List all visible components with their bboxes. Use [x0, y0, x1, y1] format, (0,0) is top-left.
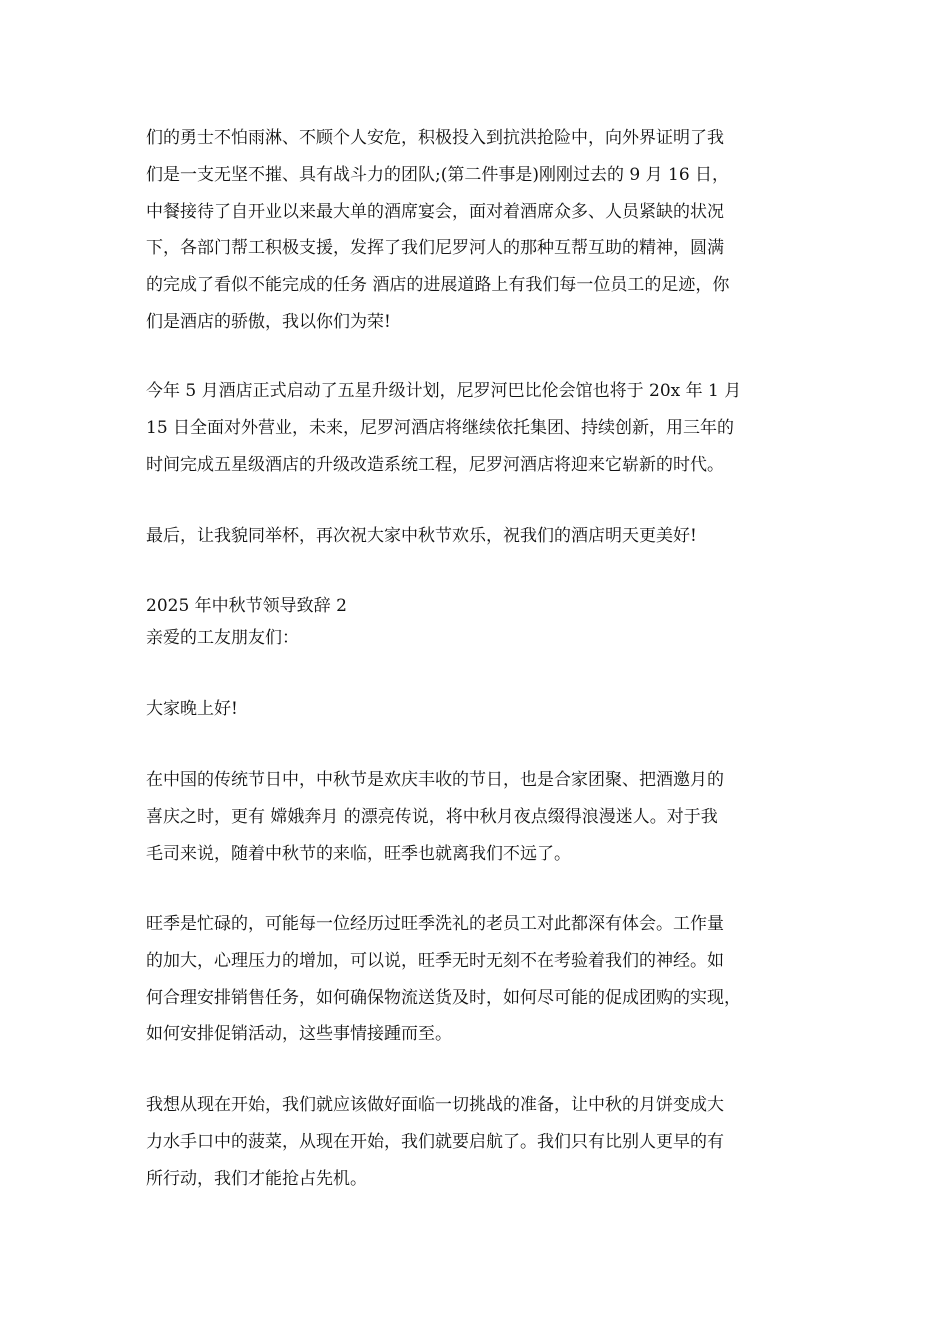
text-line: 力水手口中的菠菜，从现在开始，我们就要启航了。我们只有比别人更早的有: [146, 1131, 724, 1152]
section-heading-block: [146, 590, 811, 654]
text-line: 们是一支无坚不摧、具有战斗力的团队;(第二件事是)刚刚过去的 9 月 16 日，: [146, 164, 730, 185]
text-line: 们是酒店的骄傲，我以你们为荣!: [146, 311, 391, 332]
paragraph-five-star-plan: [146, 373, 811, 483]
text-line: 最后，让我貌同举杯，再次祝大家中秋节欢乐，祝我们的酒店明天更美好!: [146, 526, 697, 546]
text-line: 下，各部门帮工积极支援，发挥了我们尼罗河人的那种互帮互助的精神，圆满: [146, 238, 724, 259]
text-line: 中餐接待了自开业以来最大单的酒席宴会，面对着酒席众多、人员紧缺的状况: [146, 201, 724, 222]
paragraph-flood-relief: [146, 120, 811, 341]
text-line: 如何安排促销活动，这些事情接踵而至。: [146, 1024, 452, 1045]
text-line: 旺季是忙碌的，可能每一位经历过旺季洗礼的老员工对此都深有体会。工作量: [146, 914, 724, 934]
text-line: 15 日全面对外营业，未来，尼罗河酒店将继续依托集团、持续创新，用三年的: [146, 417, 735, 438]
text-line: 大家晚上好!: [146, 699, 238, 719]
text-line: 今年 5 月酒店正式启动了五星升级计划，尼罗河巴比伦会馆也将于 20x 年 1 月: [146, 381, 742, 401]
text-line: 何合理安排销售任务，如何确保物流送货及时，如何尽可能的促成团购的实现，: [146, 987, 741, 1008]
text-line: 的完成了看似不能完成的任务 酒店的进展道路上有我们每一位员工的足迹，你: [146, 275, 730, 296]
text-line: 的加大，心理压力的增加，可以说，旺季无时无刻不在考验着我们的神经。如: [146, 950, 724, 971]
text-line: 所行动，我们才能抢占先机。: [146, 1168, 367, 1189]
paragraph-toast: [146, 518, 811, 555]
section-title: 2025 年中秋节领导致辞 2: [146, 596, 347, 616]
paragraph-peak-season: [146, 906, 811, 1053]
text-line: 我想从现在开始，我们就应该做好面临一切挑战的准备，让中秋的月饼变成大: [146, 1095, 724, 1115]
paragraph-festival: [146, 762, 811, 872]
salutation: 亲爱的工友朋友们：: [146, 628, 299, 648]
text-line: 喜庆之时，更有 嫦娥奔月 的漂亮传说，将中秋月夜点缀得浪漫迷人。对于我: [146, 806, 718, 827]
text-line: 毛司来说，随着中秋节的来临，旺季也就离我们不远了。: [146, 843, 571, 864]
text-line: 时间完成五星级酒店的升级改造系统工程，尼罗河酒店将迎来它崭新的时代。: [146, 454, 724, 475]
text-line: 们的勇士不怕雨淋、不顾个人安危，积极投入到抗洪抢险中，向外界证明了我: [146, 128, 724, 148]
paragraph-preparation: [146, 1087, 811, 1197]
paragraph-greeting: [146, 691, 811, 728]
text-line: 在中国的传统节日中，中秋节是欢庆丰收的节日，也是合家团聚、把酒邀月的: [146, 770, 724, 790]
